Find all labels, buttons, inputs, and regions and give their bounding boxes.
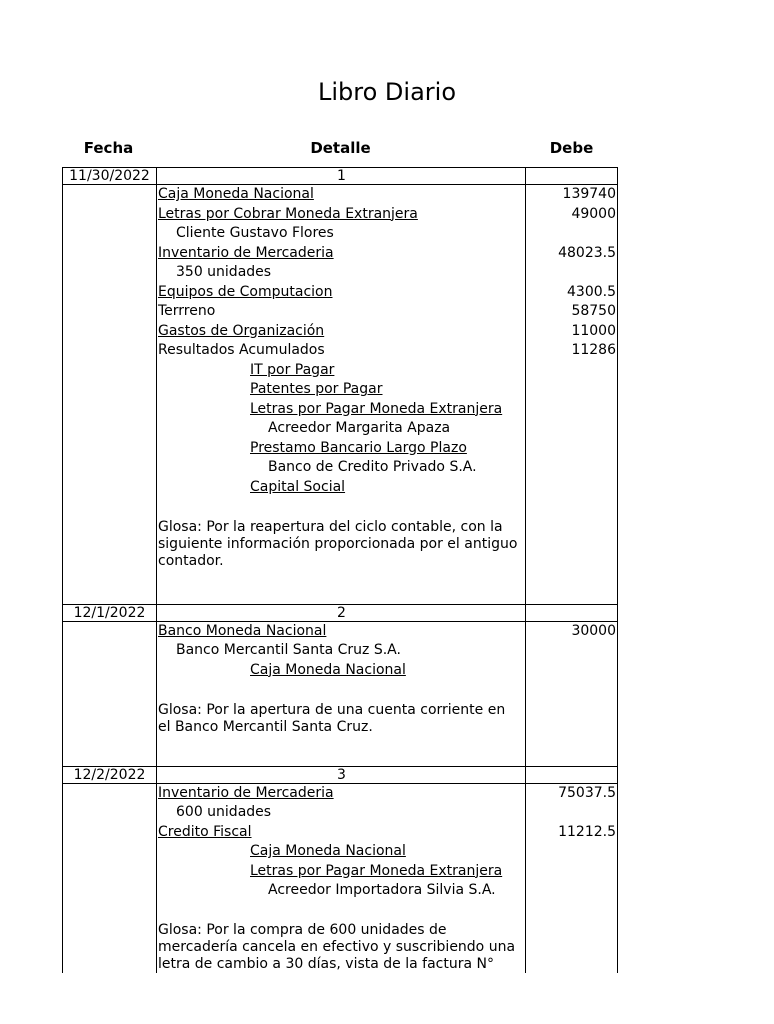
- entry-line: [63, 400, 617, 420]
- debit-amount: 49000: [571, 205, 616, 222]
- debit-amount: 139740: [562, 186, 616, 202]
- entry-number: 3: [337, 766, 346, 783]
- debit-account: Banco Moneda Nacional: [158, 622, 327, 639]
- column-header-debe: Debe: [549, 139, 594, 157]
- entry-body: [62, 185, 618, 604]
- account-detail: Acreedor Margarita Apaza: [268, 420, 451, 436]
- entry-line: [63, 263, 617, 283]
- credit-account: IT por Pagar: [250, 361, 335, 378]
- account-detail: Banco Mercantil Santa Cruz S.A.: [176, 642, 401, 658]
- debit-amount: 11286: [571, 342, 616, 358]
- entry-number: 1: [337, 168, 346, 184]
- debit-amount: 11212.5: [558, 823, 616, 840]
- entry-header-row: [62, 167, 618, 185]
- debit-amount: 75037.5: [558, 784, 616, 801]
- entry-line: [63, 341, 617, 361]
- debit-amount: 58750: [571, 303, 616, 319]
- entry-date: 11/30/2022: [69, 168, 150, 184]
- debit-account: Gastos de Organización: [158, 322, 325, 339]
- entry-line: [63, 622, 617, 642]
- debit-amount: 11000: [571, 322, 616, 339]
- page-title: Libro Diario: [318, 78, 456, 106]
- debit-account: Inventario de Mercaderia: [158, 244, 334, 261]
- entry-line: [63, 478, 617, 498]
- column-header-detalle: Detalle: [310, 139, 371, 157]
- entry-body: [62, 784, 618, 974]
- entry-line: [63, 862, 617, 882]
- debit-amount: 30000: [571, 622, 616, 639]
- entry-line: [63, 458, 617, 478]
- entry-body: [62, 622, 618, 766]
- debit-amount: 48023.5: [558, 244, 616, 261]
- account-detail: Banco de Credito Privado S.A.: [268, 459, 477, 475]
- credit-account: Letras por Pagar Moneda Extranjera: [250, 862, 503, 879]
- debit-amount: 4300.5: [567, 283, 616, 300]
- entry-line: [63, 784, 617, 804]
- account-detail: Cliente Gustavo Flores: [176, 225, 334, 241]
- entry-line: [63, 283, 617, 303]
- entry-line: [63, 881, 617, 901]
- credit-account: Caja Moneda Nacional: [250, 843, 406, 859]
- debit-account: Resultados Acumulados: [158, 342, 325, 358]
- entry-line: [63, 224, 617, 244]
- entry-line: [63, 842, 617, 862]
- debit-account: Letras por Cobrar Moneda Extranjera: [158, 205, 418, 222]
- journal-entry: [62, 604, 618, 766]
- entry-line: [63, 661, 617, 681]
- journal-table: [62, 167, 618, 972]
- debit-account: Credito Fiscal: [158, 823, 252, 840]
- column-header-fecha: Fecha: [83, 139, 134, 157]
- entry-line: [63, 823, 617, 843]
- credit-account: Caja Moneda Nacional: [250, 661, 406, 678]
- debit-account: Equipos de Computacion: [158, 283, 333, 300]
- entry-number: 2: [337, 604, 346, 621]
- entry-glosa: Glosa: Por la compra de 600 unidades de mercadería cancela en efectivo y suscribiendo una letra de cambio a 30 días, vista de la factura N°: [158, 922, 516, 972]
- entry-header-row: [62, 766, 618, 784]
- journal-entry: [62, 766, 618, 974]
- entry-glosa: Glosa: Por la reapertura del ciclo contable, con la siguiente información proporcionada por el antiguo contador.: [158, 518, 518, 569]
- entry-line: [63, 361, 617, 381]
- entry-line: [63, 205, 617, 225]
- entry-line: [63, 380, 617, 400]
- debit-account: Terrreno: [158, 303, 216, 319]
- entry-date: 12/1/2022: [73, 604, 146, 621]
- entry-line: [63, 803, 617, 823]
- entry-date: 12/2/2022: [73, 766, 146, 783]
- entry-line: [63, 302, 617, 322]
- debit-account: Caja Moneda Nacional: [158, 186, 314, 202]
- entry-line: [63, 244, 617, 264]
- credit-account: Capital Social: [250, 478, 346, 495]
- entry-header-row: [62, 604, 618, 622]
- account-detail: 350 unidades: [176, 264, 272, 280]
- credit-account: Patentes por Pagar: [250, 381, 383, 397]
- account-detail: Acreedor Importadora Silvia S.A.: [268, 882, 496, 898]
- entry-line: [63, 641, 617, 661]
- entry-line: [63, 185, 617, 205]
- debit-account: Inventario de Mercaderia: [158, 784, 334, 801]
- entry-line: [63, 439, 617, 459]
- entry-line: [63, 419, 617, 439]
- credit-account: Prestamo Bancario Largo Plazo: [250, 439, 467, 456]
- entry-line: [63, 322, 617, 342]
- account-detail: 600 unidades: [176, 804, 272, 820]
- credit-account: Letras por Pagar Moneda Extranjera: [250, 400, 503, 417]
- journal-entry: [62, 167, 618, 604]
- entry-glosa: Glosa: Por la apertura de una cuenta corriente en el Banco Mercantil Santa Cruz.: [158, 701, 506, 735]
